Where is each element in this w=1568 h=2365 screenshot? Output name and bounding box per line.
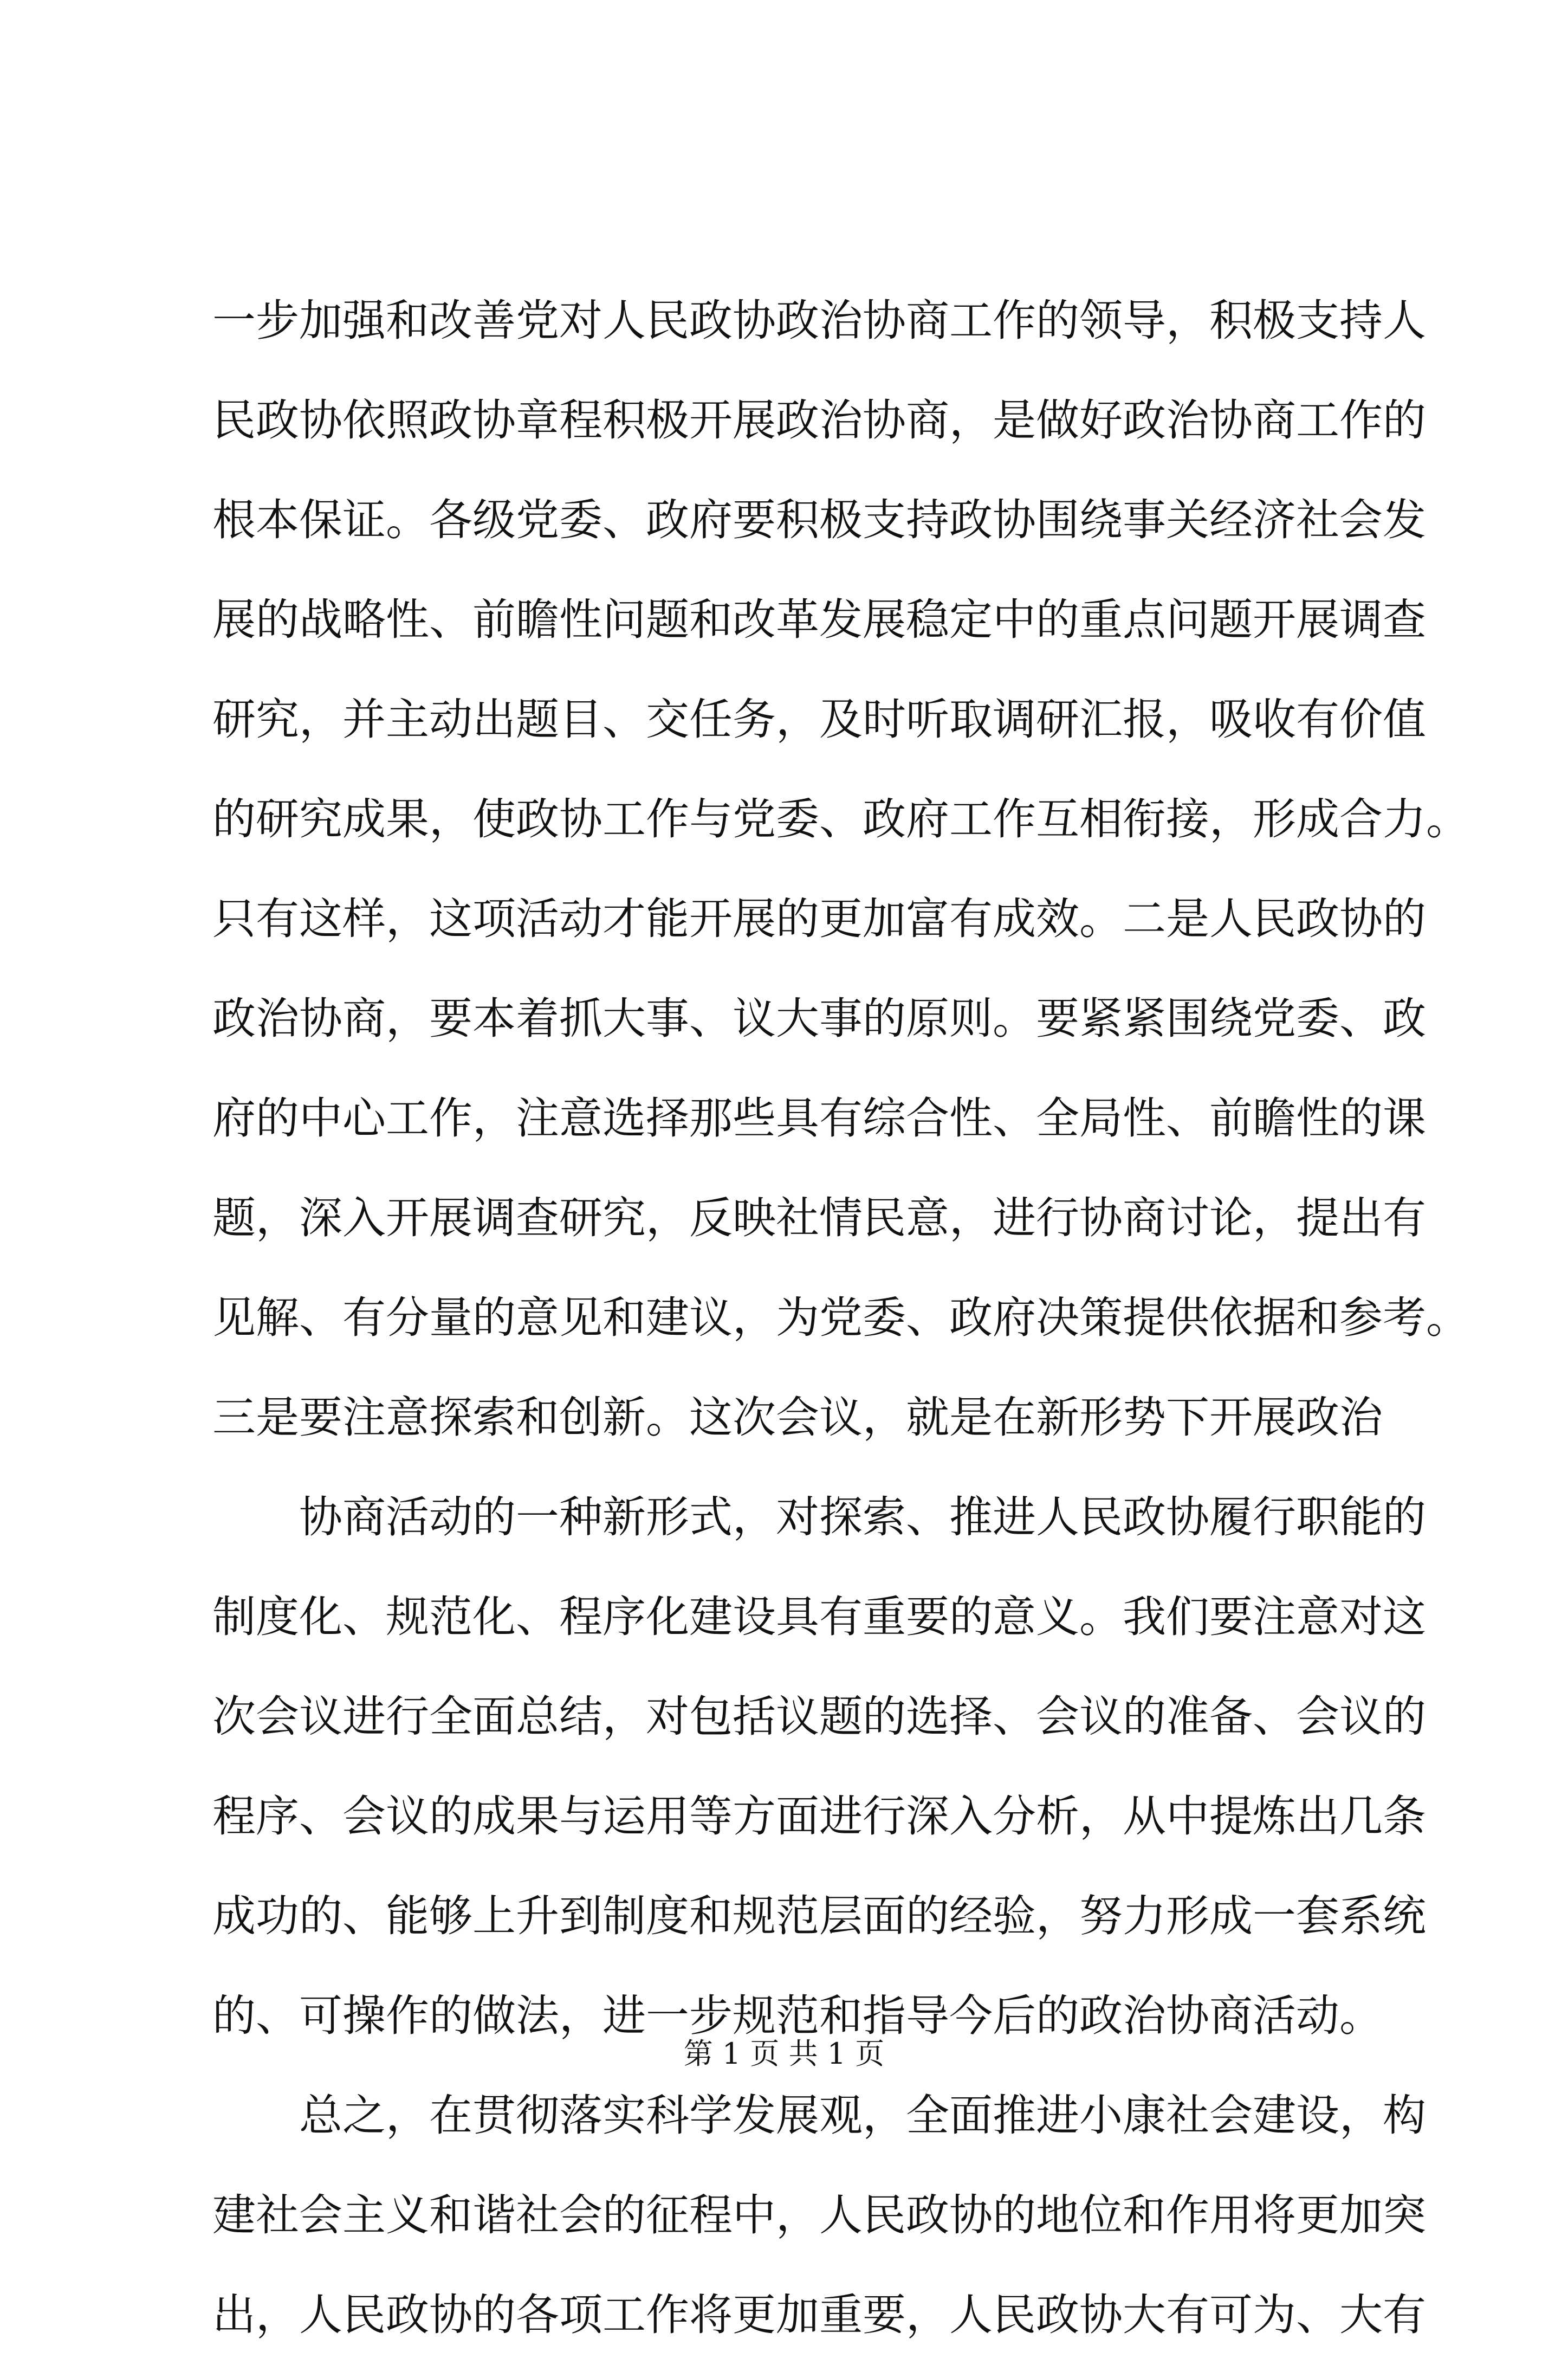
text-line: 程序、会议的成果与运用等方面进行深入分析，从中提炼出几条 — [212, 1791, 1426, 1841]
text-line: 成功的、能够上升到制度和规范层面的经验，努力形成一套系统 — [212, 1891, 1426, 1941]
text-line: 协商活动的一种新形式，对探索、推进人民政协履行职能的 — [299, 1492, 1426, 1542]
text-line: 研究，并主动出题目、交任务，及时听取调研汇报，吸收有价值 — [212, 694, 1426, 745]
text-line: 制度化、规范化、程序化建设具有重要的意义。我们要注意对这 — [212, 1592, 1426, 1642]
text-line: 政治协商，要本着抓大事、议大事的原则。要紧紧围绕党委、政 — [212, 993, 1426, 1044]
text-line: 见解、有分量的意见和建议，为党委、政府决策提供依据和参考。 — [212, 1293, 1469, 1343]
text-line: 次会议进行全面总结，对包括议题的选择、会议的准备、会议的 — [212, 1691, 1426, 1742]
text-line: 只有这样，这项活动才能开展的更加富有成效。二是人民政协的 — [212, 894, 1426, 944]
text-line: 总之，在贯彻落实科学发展观，全面推进小康社会建设，构 — [299, 2090, 1426, 2141]
text-line: 民政协依照政协章程积极开展政治协商，是做好政治协商工作的 — [212, 395, 1426, 445]
paragraph-3 — [212, 2066, 1426, 2365]
paragraph-2 — [212, 1468, 1426, 2066]
text-line: 出，人民政协的各项工作将更加重要，人民政协大有可为、大有 — [212, 2290, 1426, 2340]
text-line: 府的中心工作，注意选择那些具有综合性、全局性、前瞻性的课 — [212, 1093, 1426, 1143]
text-line: 题，深入开展调查研究，反映社情民意，进行协商讨论，提出有 — [212, 1193, 1426, 1243]
text-line: 的研究成果，使政协工作与党委、政府工作互相衔接，形成合力。 — [212, 794, 1469, 844]
text-line: 根本保证。各级党委、政府要积极支持政协围绕事关经济社会发 — [212, 495, 1426, 545]
page-number-footer: 第 1 页 共 1 页 — [683, 2037, 885, 2071]
text-line: 一步加强和改善党对人民政协政治协商工作的领导，积极支持人 — [212, 295, 1426, 346]
paragraph-1 — [212, 271, 1469, 1468]
text-line: 展的战略性、前瞻性问题和改革发展稳定中的重点问题开展调查 — [212, 595, 1426, 645]
text-line: 三是要注意探索和创新。这次会议，就是在新形势下开展政治 — [212, 1392, 1383, 1443]
text-line: 建社会主义和谐社会的征程中，人民政协的地位和作用将更加突 — [212, 2190, 1426, 2240]
text-line: 的、可操作的做法，进一步规范和指导今后的政治协商活动。 — [212, 1991, 1383, 2041]
